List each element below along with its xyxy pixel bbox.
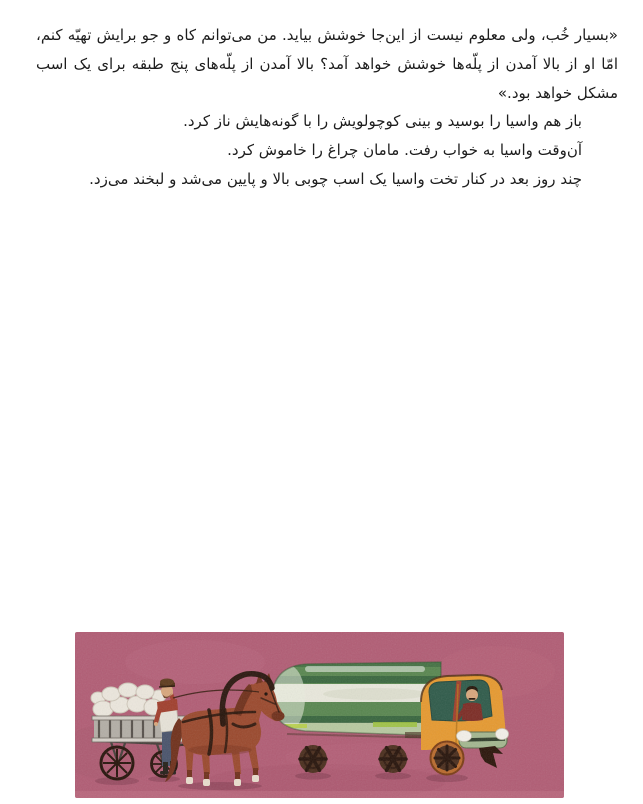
print-grain-overlay [75, 632, 564, 798]
story-line-5: آن‌وقت واسیا به خواب رفت. مامان چراغ را خاموش کرد. [227, 141, 582, 160]
story-line-4: باز هم واسیا را بوسید و بینی کوچولویش را با گونه‌هایش ناز کرد. [183, 112, 582, 131]
story-line-6: چند روز بعد در کنار تخت واسیا یک اسب چوبی بالا و پایین می‌شد و لبخند می‌زد. [89, 169, 582, 188]
story-illustration [75, 632, 564, 798]
story-line-2: امّا او از بالا آمدن از پلّه‌ها خوشش خواهد آمد؟ بالا آمدن از پلّه‌های پنج طبقه برای یک اسب [36, 54, 618, 73]
story-line-3: مشکل خواهد بود.» [497, 83, 618, 102]
story-line-1: «بسیار خُب، ولی معلوم نیست از این‌جا خوشش بیاید. من می‌توانم کاه و جو برایش تهیّه کنم، [36, 26, 618, 44]
story-text [36, 21, 618, 194]
